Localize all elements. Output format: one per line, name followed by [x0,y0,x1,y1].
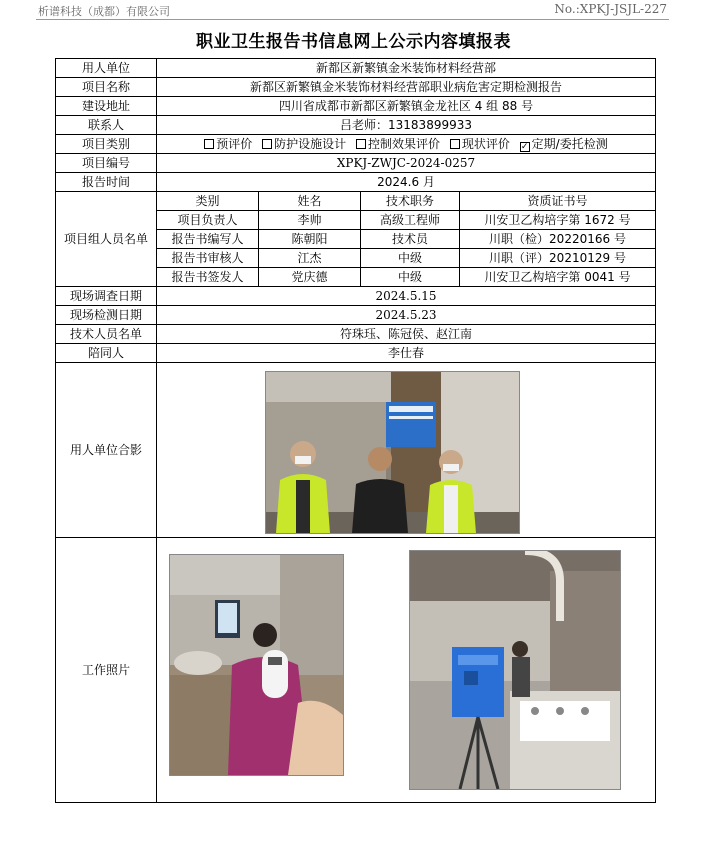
member-role: 报告书签发人 [157,268,259,287]
member-title: 技术员 [361,230,460,249]
team-header-name: 姓名 [259,192,361,211]
page-header [0,0,707,20]
row-work-photos [56,538,656,803]
group-photo-label: 用人单位合影 [56,363,157,538]
member-title: 中级 [361,249,460,268]
member-title: 高级工程师 [361,211,460,230]
option-periodic-testing[interactable]: ✓ 定期/委托检测 [520,136,608,152]
checkbox-icon [450,139,460,149]
row-contact [56,116,656,135]
checkbox-icon [356,139,366,149]
member-name: 党庆德 [259,268,361,287]
member-role: 报告书编写人 [157,230,259,249]
document-number: No.:XPKJ-JSJL-227 [554,2,667,16]
team-header-cert: 资质证书号 [460,192,656,211]
member-cert: 川职（检）20220166 号 [460,230,656,249]
page-title: 职业卫生报告书信息网上公示内容填报表 [196,32,511,52]
team-label: 项目组人员名单 [56,192,157,287]
header-divider [36,19,669,20]
survey-date-value: 2024.5.15 [157,287,656,306]
work-photo-1-image [169,554,344,776]
project-name-value: 新都区新繁镇金米装饰材料经营部职业病危害定期检测报告 [157,78,656,97]
row-project-name [56,78,656,97]
member-cert: 川安卫乙构培字第 1672 号 [460,211,656,230]
address-value: 四川省成都市新都区新繁镇金龙社区 4 组 88 号 [157,97,656,116]
option-pre-evaluation[interactable]: 预评价 [204,137,252,151]
group-photo-cell [157,363,656,538]
report-time-value: 2024.6 月 [157,173,656,192]
contact-label: 联系人 [56,116,157,135]
work-photo-2-image [409,550,621,790]
escort-value: 李仕春 [157,344,656,363]
row-project-no [56,154,656,173]
address-label: 建设地址 [56,97,157,116]
work-photos-label: 工作照片 [56,538,157,803]
contact-value: 吕老师：13183899933 [157,116,656,135]
team-header-role: 类别 [157,192,259,211]
technicians-label: 技术人员名单 [56,325,157,344]
member-role: 项目负责人 [157,211,259,230]
member-cert: 川职（评）20210129 号 [460,249,656,268]
row-escort [56,344,656,363]
project-no-label: 项目编号 [56,154,157,173]
report-form-table [55,58,656,803]
company-name: 析谱科技（成都）有限公司 [38,5,170,18]
employer-value: 新都区新繁镇金米装饰材料经营部 [157,59,656,78]
work-photos-cell [157,538,656,803]
member-title: 中级 [361,268,460,287]
option-protection-design[interactable]: 防护设施设计 [262,137,346,151]
row-survey-date [56,287,656,306]
test-date-value: 2024.5.23 [157,306,656,325]
row-employer [56,59,656,78]
technicians-value: 符珠珏、陈冠侯、赵江南 [157,325,656,344]
checkbox-icon [262,139,272,149]
checkbox-icon [204,139,214,149]
row-group-photo [56,363,656,538]
project-type-label: 项目类别 [56,135,157,154]
member-name: 李帅 [259,211,361,230]
team-header-title: 技术职务 [361,192,460,211]
member-cert: 川安卫乙构培字第 0041 号 [460,268,656,287]
escort-label: 陪同人 [56,344,157,363]
member-name: 陈朝阳 [259,230,361,249]
member-role: 报告书审核人 [157,249,259,268]
report-time-label: 报告时间 [56,173,157,192]
row-project-type [56,135,656,154]
project-no-value: XPKJ-ZWJC-2024-0257 [157,154,656,173]
survey-date-label: 现场调查日期 [56,287,157,306]
option-status-evaluation[interactable]: 现状评价 [450,137,510,151]
option-control-effect[interactable]: 控制效果评价 [356,137,440,151]
checked-checkbox-icon: ✓ [520,141,529,152]
row-test-date [56,306,656,325]
project-name-label: 项目名称 [56,78,157,97]
test-date-label: 现场检测日期 [56,306,157,325]
row-team-header [56,192,656,211]
employer-label: 用人单位 [56,59,157,78]
member-name: 江杰 [259,249,361,268]
row-address [56,97,656,116]
row-technicians [56,325,656,344]
group-photo-image [265,371,520,534]
row-report-time [56,173,656,192]
project-type-options [157,135,656,154]
